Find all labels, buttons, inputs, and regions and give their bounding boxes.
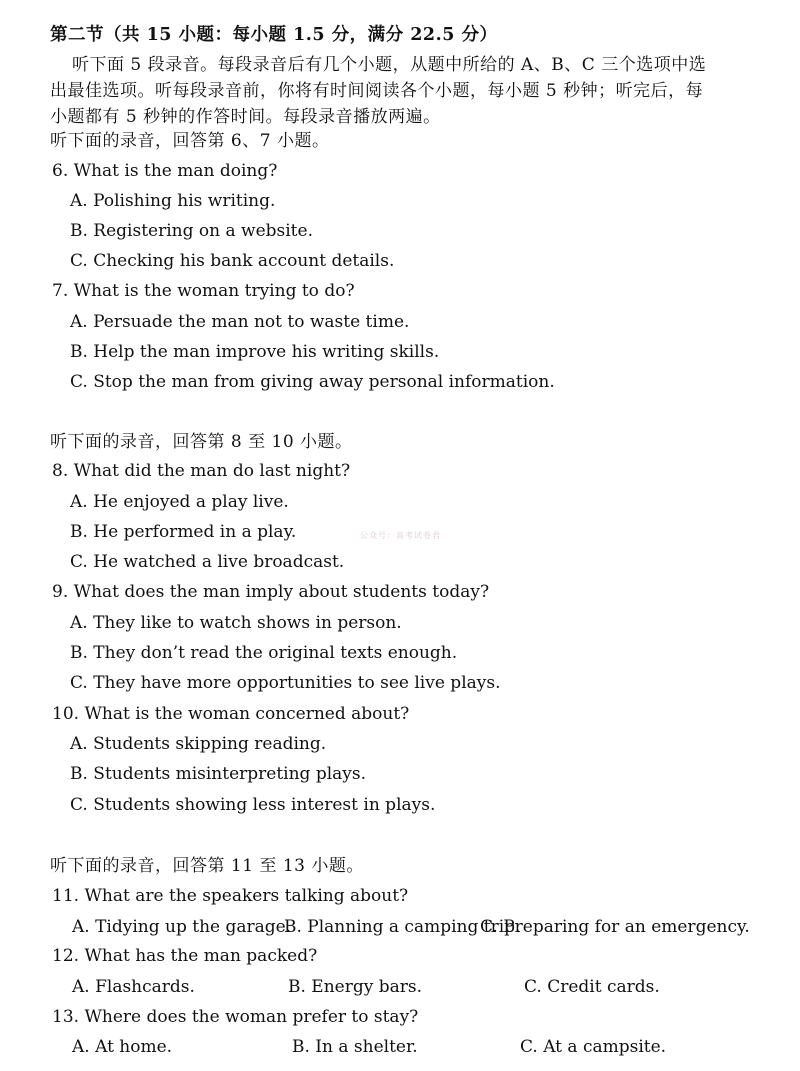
options-row (72, 976, 772, 998)
option-a: A. Polishing his writing. (70, 191, 276, 211)
options-row (72, 1036, 772, 1058)
option-b: B. Students misinterpreting plays. (70, 764, 367, 784)
option-b: B. Energy bars. (288, 977, 423, 997)
option-b: B. Registering on a website. (70, 221, 313, 241)
question-stem: 9. What does the man imply about students today? (52, 582, 490, 602)
option-a: A. At home. (72, 1037, 173, 1057)
watermark: 公众号：高考试卷君 (360, 531, 441, 540)
option-a: A. Tidying up the garage. (72, 917, 292, 937)
option-b: B. In a shelter. (292, 1037, 418, 1057)
option-a: A. He enjoyed a play live. (70, 492, 289, 512)
question-stem: 11. What are the speakers talking about? (52, 886, 409, 906)
instruction-line: 听下面 5 段录音。每段录音后有几个小题，从题中所给的 A、B、C 三个选项中选 (72, 55, 707, 75)
instruction-line: 出最佳选项。听每段录音前，你将有时间阅读各个小题，每小题 5 秒钟；听完后，每 (50, 81, 704, 101)
question-stem: 13. Where does the woman prefer to stay? (52, 1007, 419, 1027)
group-intro: 听下面的录音，回答第 11 至 13 小题。 (50, 856, 364, 876)
option-c: C. Preparing for an emergency. (480, 917, 750, 937)
option-b: B. He performed in a play. (70, 522, 297, 542)
option-b: B. Help the man improve his writing skills. (70, 342, 440, 362)
question-stem: 12. What has the man packed? (52, 946, 318, 966)
option-b: B. They don’t read the original texts enough. (70, 643, 458, 663)
question-stem: 7. What is the woman trying to do? (52, 281, 355, 301)
option-a: A. Students skipping reading. (70, 734, 327, 754)
option-c: C. They have more opportunities to see live plays. (70, 673, 501, 693)
option-c: C. Credit cards. (524, 977, 660, 997)
option-c: C. Students showing less interest in plays. (70, 795, 436, 815)
option-c: C. He watched a live broadcast. (70, 552, 345, 572)
instruction-line: 小题都有 5 秒钟的作答时间。每段录音播放两遍。 (50, 107, 441, 127)
question-stem: 8. What did the man do last night? (52, 461, 351, 481)
question-stem: 10. What is the woman concerned about? (52, 704, 410, 724)
option-c: C. At a campsite. (520, 1037, 667, 1057)
group-intro: 听下面的录音，回答第 8 至 10 小题。 (50, 432, 353, 452)
option-c: C. Stop the man from giving away personal information. (70, 372, 555, 392)
section-header: 第二节（共 15 小题：每小题 1.5 分，满分 22.5 分） (50, 25, 498, 45)
option-a: A. Flashcards. (72, 977, 195, 997)
group-intro: 听下面的录音，回答第 6、7 小题。 (50, 131, 330, 151)
option-c: C. Checking his bank account details. (70, 251, 395, 271)
option-b: B. Planning a camping trip. (284, 917, 521, 937)
option-a: A. They like to watch shows in person. (70, 613, 402, 633)
option-a: A. Persuade the man not to waste time. (70, 312, 410, 332)
options-row (72, 916, 772, 938)
question-stem: 6. What is the man doing? (52, 161, 278, 181)
